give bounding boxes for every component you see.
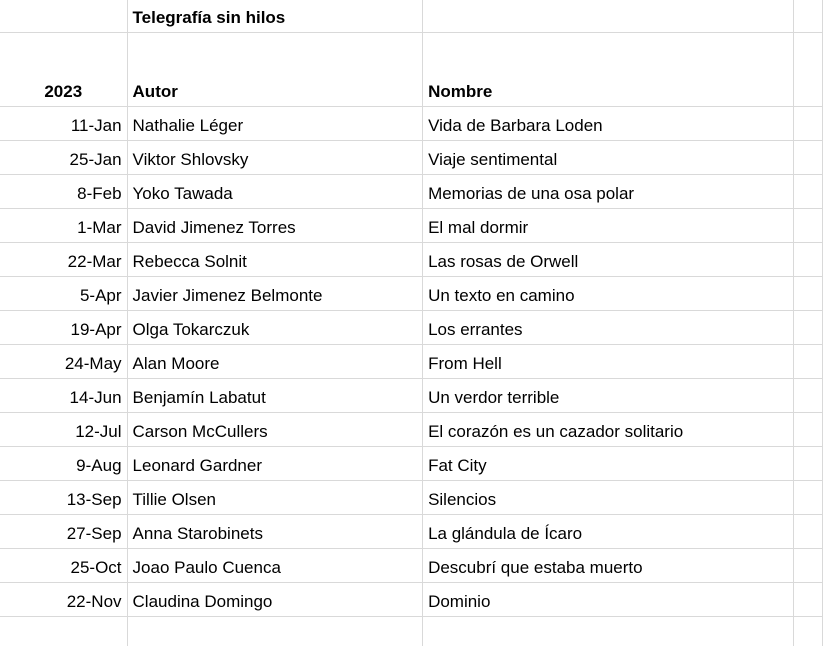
cell-empty[interactable]: [794, 617, 823, 646]
table-row: [0, 243, 823, 277]
table-row: [0, 311, 823, 345]
date-cell[interactable]: 9-Aug: [0, 447, 127, 481]
book-name-cell[interactable]: From Hell: [423, 345, 794, 379]
author-cell[interactable]: Benjamín Labatut: [127, 379, 423, 413]
date-cell[interactable]: 8-Feb: [0, 175, 127, 209]
table-row: [0, 515, 823, 549]
cell-empty[interactable]: [794, 379, 823, 413]
date-cell[interactable]: 13-Sep: [0, 481, 127, 515]
header-row: [0, 33, 823, 107]
cell-empty[interactable]: [794, 311, 823, 345]
cell-empty[interactable]: [794, 141, 823, 175]
sheet-title-cell[interactable]: Telegrafía sin hilos: [127, 0, 423, 33]
author-cell[interactable]: Carson McCullers: [127, 413, 423, 447]
date-cell[interactable]: 22-Nov: [0, 583, 127, 617]
author-cell[interactable]: David Jimenez Torres: [127, 209, 423, 243]
date-cell[interactable]: 11-Jan: [0, 107, 127, 141]
book-name-cell[interactable]: Dominio: [423, 583, 794, 617]
cell-empty[interactable]: [794, 413, 823, 447]
date-cell[interactable]: 24-May: [0, 345, 127, 379]
cell-empty[interactable]: [423, 617, 794, 646]
book-name-cell[interactable]: Las rosas de Orwell: [423, 243, 794, 277]
book-name-cell[interactable]: Silencios: [423, 481, 794, 515]
book-name-cell[interactable]: Los errantes: [423, 311, 794, 345]
cell-empty[interactable]: [794, 481, 823, 515]
date-cell[interactable]: 25-Jan: [0, 141, 127, 175]
cell-empty[interactable]: [423, 0, 794, 33]
cell-empty[interactable]: [794, 107, 823, 141]
table-row: [0, 583, 823, 617]
cell-empty[interactable]: [0, 617, 127, 646]
cell-empty[interactable]: [0, 0, 127, 33]
book-name-cell[interactable]: La glándula de Ícaro: [423, 515, 794, 549]
author-cell[interactable]: Olga Tokarczuk: [127, 311, 423, 345]
date-cell[interactable]: 19-Apr: [0, 311, 127, 345]
table-row: [0, 345, 823, 379]
book-name-cell[interactable]: Vida de Barbara Loden: [423, 107, 794, 141]
table-row: [0, 413, 823, 447]
book-name-cell[interactable]: El mal dormir: [423, 209, 794, 243]
table-row: [0, 175, 823, 209]
book-name-cell[interactable]: El corazón es un cazador solitario: [423, 413, 794, 447]
date-cell[interactable]: 27-Sep: [0, 515, 127, 549]
cell-empty[interactable]: [794, 277, 823, 311]
cell-empty[interactable]: [794, 33, 823, 107]
author-header-cell[interactable]: Autor: [127, 33, 423, 107]
date-cell[interactable]: 25-Oct: [0, 549, 127, 583]
title-row: [0, 0, 823, 33]
table-row: [0, 209, 823, 243]
table-row: [0, 277, 823, 311]
author-cell[interactable]: Joao Paulo Cuenca: [127, 549, 423, 583]
table-row-empty: [0, 617, 823, 646]
date-cell[interactable]: 22-Mar: [0, 243, 127, 277]
author-cell[interactable]: Anna Starobinets: [127, 515, 423, 549]
author-cell[interactable]: Nathalie Léger: [127, 107, 423, 141]
name-header-cell[interactable]: Nombre: [423, 33, 794, 107]
cell-empty[interactable]: [794, 209, 823, 243]
table-row: [0, 481, 823, 515]
author-cell[interactable]: Javier Jimenez Belmonte: [127, 277, 423, 311]
cell-empty[interactable]: [794, 549, 823, 583]
book-name-cell[interactable]: Un texto en camino: [423, 277, 794, 311]
cell-empty[interactable]: [794, 175, 823, 209]
book-name-cell[interactable]: Descubrí que estaba muerto: [423, 549, 794, 583]
cell-empty[interactable]: [794, 515, 823, 549]
author-cell[interactable]: Alan Moore: [127, 345, 423, 379]
author-cell[interactable]: Leonard Gardner: [127, 447, 423, 481]
table-row: [0, 107, 823, 141]
cell-empty[interactable]: [794, 447, 823, 481]
table-row: [0, 549, 823, 583]
date-cell[interactable]: 5-Apr: [0, 277, 127, 311]
author-cell[interactable]: Viktor Shlovsky: [127, 141, 423, 175]
author-cell[interactable]: Claudina Domingo: [127, 583, 423, 617]
cell-empty[interactable]: [794, 243, 823, 277]
cell-empty[interactable]: [794, 583, 823, 617]
table-row: [0, 379, 823, 413]
cell-empty[interactable]: [794, 0, 823, 33]
table-row: [0, 447, 823, 481]
year-header-cell[interactable]: 2023: [0, 33, 127, 107]
date-cell[interactable]: 12-Jul: [0, 413, 127, 447]
date-cell[interactable]: 1-Mar: [0, 209, 127, 243]
table-row: [0, 141, 823, 175]
book-name-cell[interactable]: Un verdor terrible: [423, 379, 794, 413]
author-cell[interactable]: Yoko Tawada: [127, 175, 423, 209]
date-cell[interactable]: 14-Jun: [0, 379, 127, 413]
cell-empty[interactable]: [127, 617, 423, 646]
book-name-cell[interactable]: Viaje sentimental: [423, 141, 794, 175]
cell-empty[interactable]: [794, 345, 823, 379]
author-cell[interactable]: Rebecca Solnit: [127, 243, 423, 277]
author-cell[interactable]: Tillie Olsen: [127, 481, 423, 515]
book-name-cell[interactable]: Fat City: [423, 447, 794, 481]
book-name-cell[interactable]: Memorias de una osa polar: [423, 175, 794, 209]
